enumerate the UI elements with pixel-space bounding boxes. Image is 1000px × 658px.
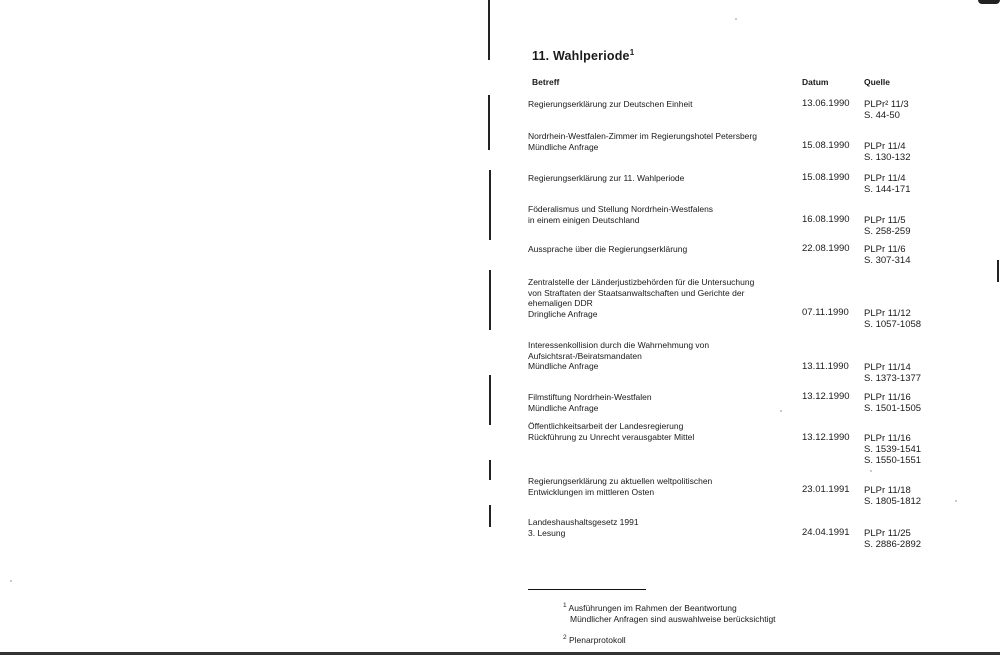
datum-cell: 15.08.1990: [802, 172, 850, 183]
betreff-line: Regierungserklärung zur Deutschen Einheit: [528, 99, 693, 109]
quelle-line: PLPr² 11/3: [864, 99, 909, 110]
quelle-cell: [864, 433, 964, 466]
quelle-line: PLPr 11/14: [864, 362, 911, 373]
quelle-line: S. 258-259: [864, 226, 911, 237]
quelle-cell: [864, 141, 964, 163]
corner-mark: [978, 0, 1000, 4]
betreff-line: Öffentlichkeitsarbeit der Landesregierung: [528, 421, 684, 431]
betreff-line: Interessenkollision durch die Wahrnehmung von: [528, 340, 710, 350]
betreff-cell: [528, 173, 793, 184]
datum-cell: 13.06.1990: [802, 98, 850, 109]
binding-shadow-line: [489, 375, 491, 425]
binding-shadow-line: [488, 0, 490, 60]
footnote-1: [563, 600, 776, 625]
datum-cell: 13.12.1990: [802, 391, 850, 402]
footnote-mark: 2: [563, 634, 567, 641]
datum-cell: 16.08.1990: [802, 214, 850, 225]
title-footnote-mark: 1: [629, 48, 635, 57]
footnote-line: Plenarprotokoll: [569, 634, 626, 645]
footnote-rule: [528, 589, 646, 590]
header-betreff: Betreff: [532, 77, 560, 87]
betreff-line: Nordrhein-Westfalen-Zimmer im Regierungshotel Petersberg: [528, 131, 757, 141]
quelle-line: PLPr 11/4: [864, 173, 906, 184]
betreff-cell: [528, 131, 793, 152]
datum-cell: 22.08.1990: [802, 243, 850, 254]
quelle-cell: [864, 485, 964, 507]
betreff-line: von Straftaten der Staatsanwaltschaften und Gerichte der: [528, 287, 745, 298]
betreff-line: 3. Lesung: [528, 527, 566, 538]
binding-shadow-line: [489, 170, 491, 240]
datum-cell: 15.08.1990: [802, 140, 850, 151]
quelle-line: S. 144-171: [864, 184, 911, 195]
header-quelle: Quelle: [864, 77, 890, 87]
binding-shadow-line: [489, 460, 491, 480]
quelle-cell: [864, 308, 964, 330]
betreff-line: Filmstiftung Nordrhein-Westfalen: [528, 392, 652, 402]
footnote-2: [563, 632, 626, 646]
betreff-line: Mündliche Anfrage: [528, 141, 599, 152]
quelle-cell: [864, 392, 964, 414]
betreff-line: Aussprache über die Regierungserklärung: [528, 244, 688, 254]
quelle-cell: [864, 244, 964, 266]
quelle-line: PLPr 11/4: [864, 141, 906, 152]
datum-cell: 13.11.1990: [802, 361, 849, 372]
quelle-line: PLPr 11/5: [864, 215, 906, 226]
quelle-cell: [864, 528, 964, 550]
betreff-line: Entwicklungen im mittleren Osten: [528, 486, 655, 497]
quelle-line: PLPr 11/6: [864, 244, 906, 255]
quelle-line: PLPr 11/18: [864, 485, 911, 496]
quelle-line: S. 1501-1505: [864, 403, 922, 414]
betreff-cell: [528, 99, 793, 110]
betreff-line: Regierungserklärung zur 11. Wahlperiode: [528, 173, 685, 183]
footnote-mark: 1: [563, 602, 567, 609]
header-datum: Datum: [802, 77, 829, 87]
betreff-line: Aufsichtsrat-/Beiratsmandaten: [528, 350, 642, 361]
quelle-line: S. 307-314: [864, 255, 911, 266]
betreff-cell: [528, 392, 793, 413]
right-edge-line: [997, 260, 999, 282]
betreff-line: ehemaligen DDR: [528, 298, 593, 308]
betreff-cell: [528, 244, 793, 255]
betreff-line: in einem einigen Deutschland: [528, 214, 640, 225]
document-page: [528, 0, 968, 658]
quelle-cell: [864, 362, 964, 384]
quelle-line: PLPr 11/16: [864, 433, 911, 444]
quelle-line: S. 1373-1377: [864, 373, 922, 384]
quelle-cell: [864, 173, 964, 195]
betreff-line: Föderalismus und Stellung Nordrhein-Westfalens: [528, 204, 714, 214]
betreff-cell: [528, 517, 793, 538]
footnote-line: Mündlicher Anfragen sind auswahlweise berücksichtigt: [570, 613, 776, 624]
datum-cell: 13.12.1990: [802, 432, 850, 443]
quelle-line: PLPr 11/16: [864, 392, 911, 403]
betreff-line: Rückführung zu Unrecht verausgabter Mittel: [528, 431, 695, 442]
quelle-line: S. 1550-1551: [864, 455, 922, 466]
quelle-line: S. 130-132: [864, 152, 911, 163]
quelle-line: PLPr 11/12: [864, 308, 911, 319]
quelle-line: S. 2886-2892: [864, 539, 922, 550]
quelle-cell: [864, 215, 964, 237]
datum-cell: 07.11.1990: [802, 307, 849, 318]
quelle-line: S. 1539-1541: [864, 444, 922, 455]
datum-cell: 24.04.1991: [802, 527, 850, 538]
binding-shadow-line: [489, 270, 491, 330]
quelle-line: S. 44-50: [864, 110, 900, 121]
betreff-line: Zentralstelle der Länderjustizbehörden für die Untersuchung: [528, 277, 755, 287]
quelle-line: S. 1057-1058: [864, 319, 922, 330]
betreff-line: Landeshaushaltsgesetz 1991: [528, 517, 639, 527]
binding-shadow-line: [489, 505, 491, 527]
betreff-line: Dringliche Anfrage: [528, 308, 598, 319]
betreff-cell: [528, 421, 793, 442]
quelle-cell: [864, 99, 964, 121]
betreff-line: Regierungserklärung zu aktuellen weltpolitischen: [528, 476, 713, 486]
page-title: 11. Wahlperiode$^1$: [532, 48, 635, 64]
betreff-cell: [528, 476, 793, 497]
betreff-line: Mündliche Anfrage: [528, 402, 599, 413]
datum-cell: 23.01.1991: [802, 484, 850, 495]
betreff-cell: [528, 277, 793, 319]
scan-speck: [10, 580, 12, 582]
betreff-line: Mündliche Anfrage: [528, 361, 599, 371]
betreff-cell: [528, 204, 793, 225]
footnote-line: Ausführungen im Rahmen der Beantwortung: [568, 602, 737, 613]
binding-shadow-line: [488, 95, 490, 150]
quelle-line: PLPr 11/25: [864, 528, 911, 539]
quelle-line: S. 1805-1812: [864, 496, 922, 507]
betreff-cell: [528, 340, 793, 372]
